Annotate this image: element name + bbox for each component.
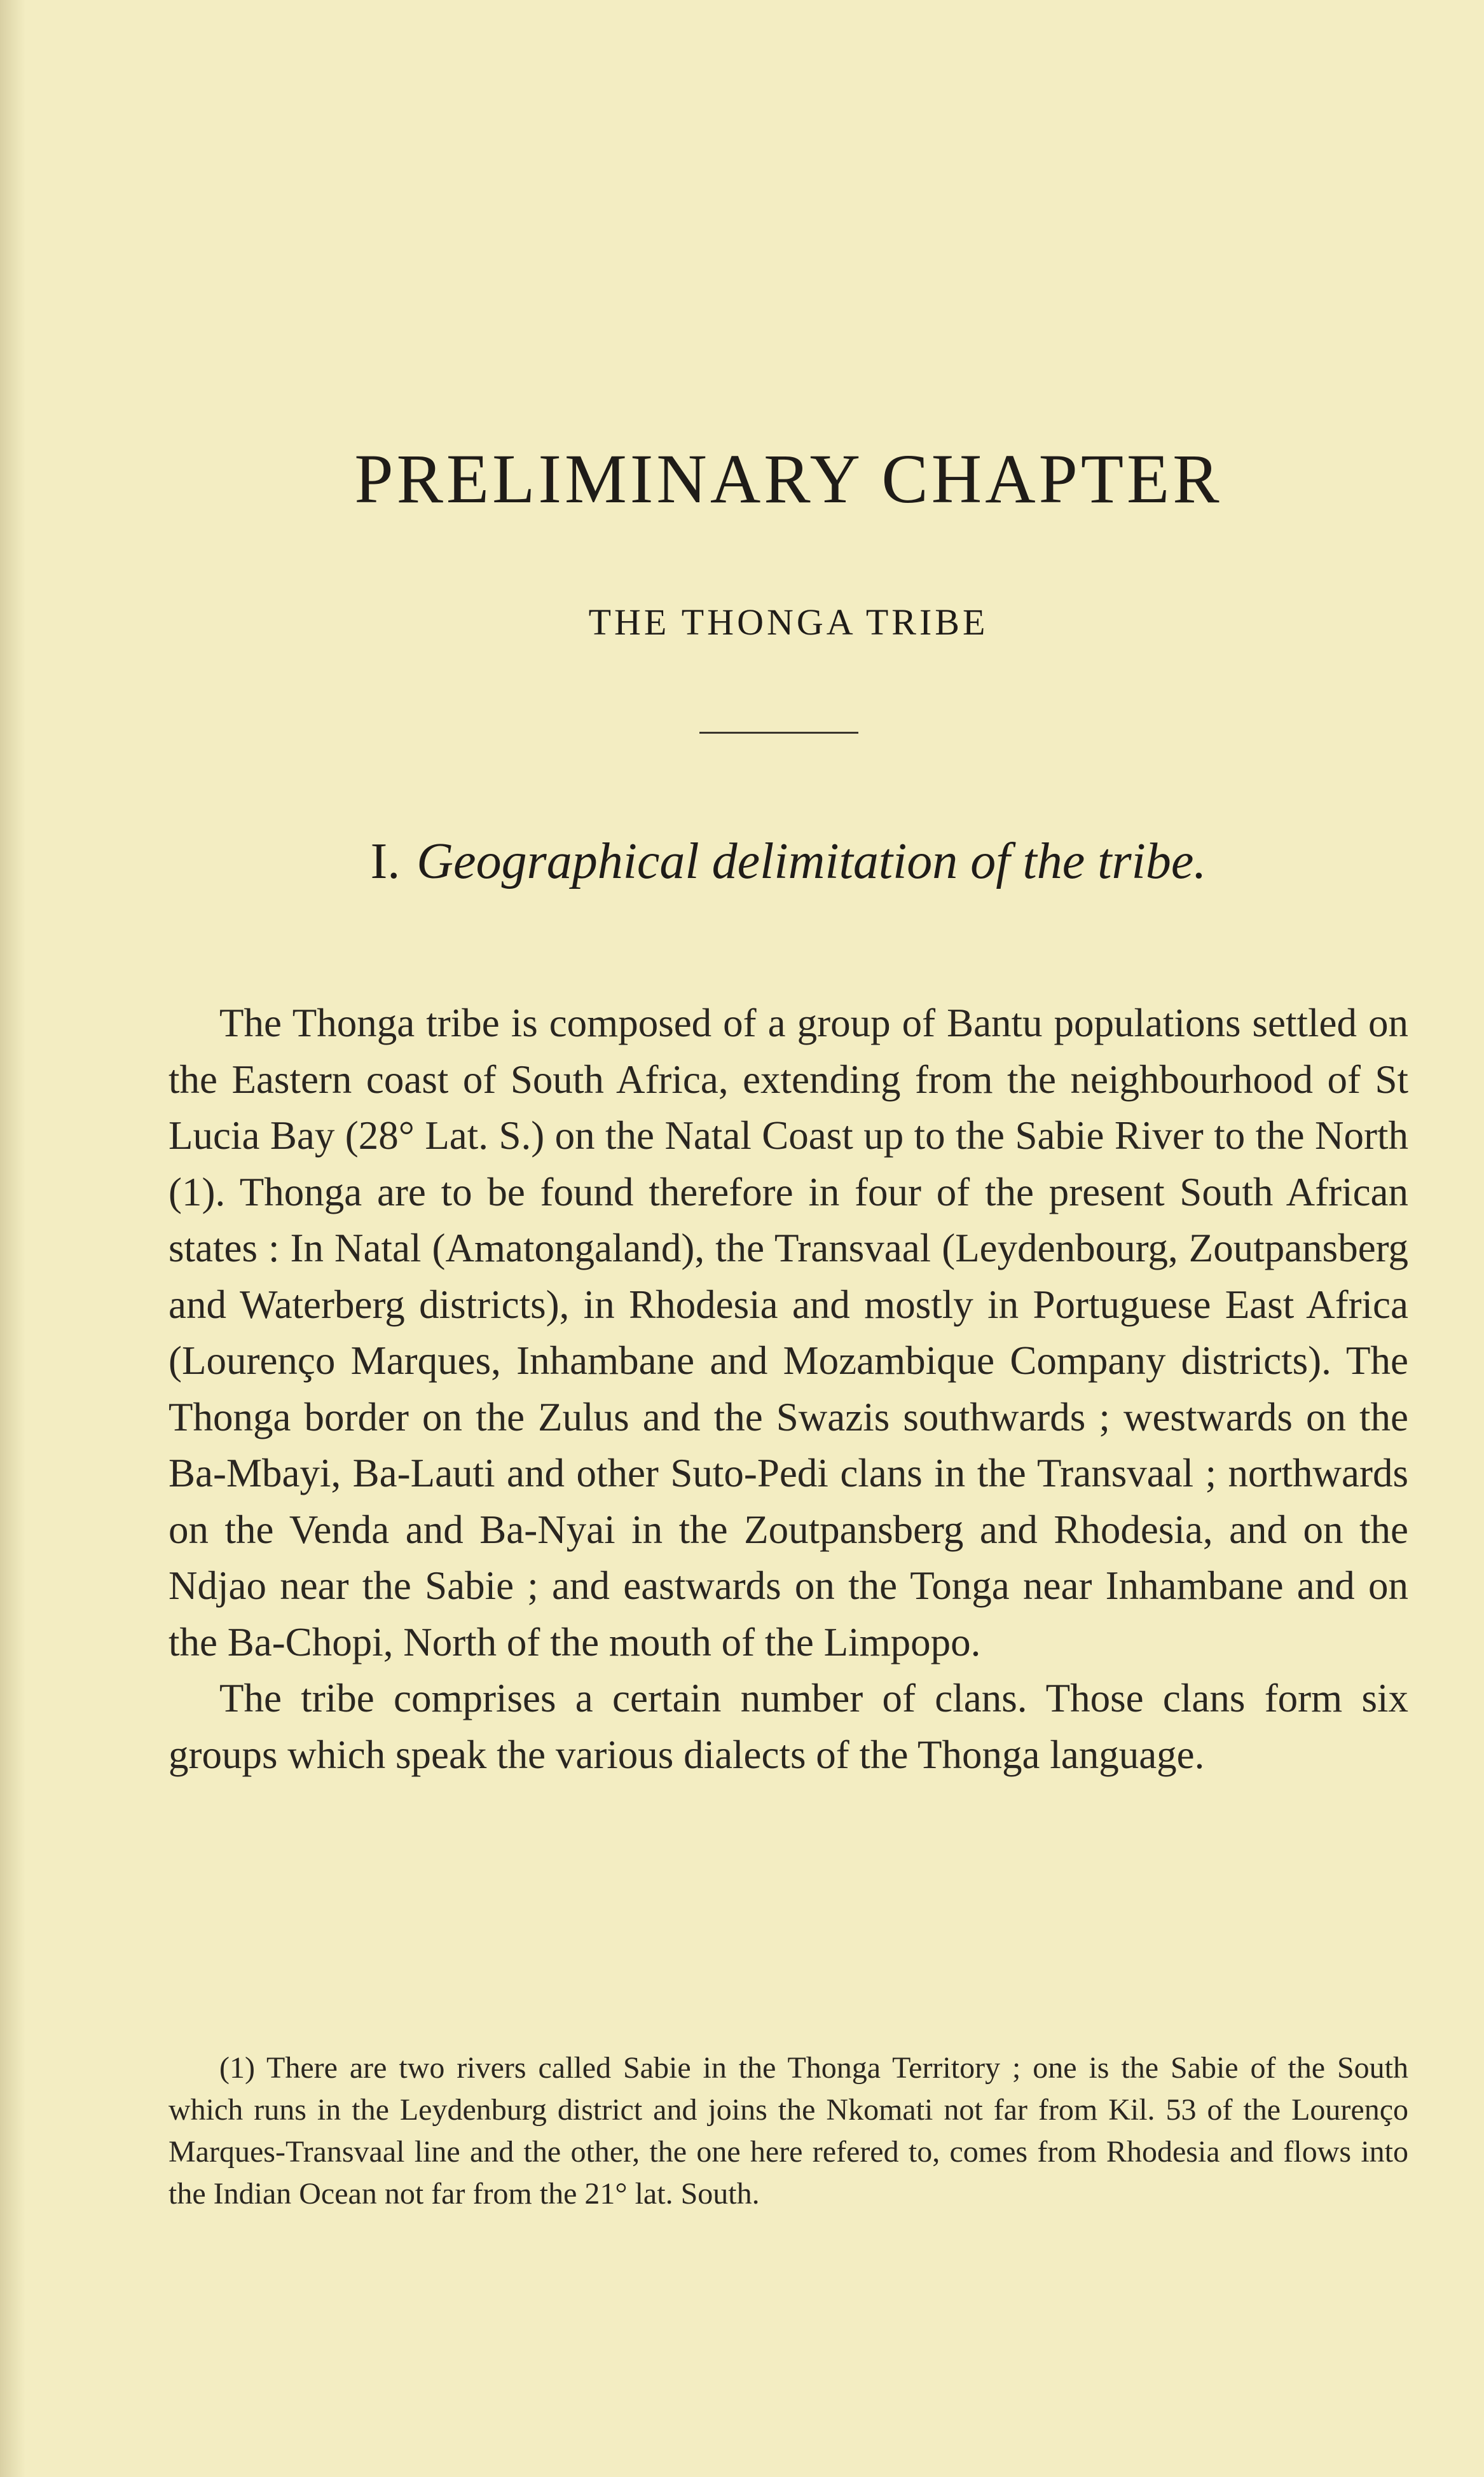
body-text [168,995,1408,1783]
section-number: I. [370,834,401,889]
section-divider [699,732,858,734]
section-heading [168,833,1408,891]
chapter-title: PRELIMINARY CHAPTER [354,440,1223,518]
chapter-subtitle: THE THONGA TRIBE [588,601,989,643]
book-page [168,0,1408,2477]
paragraph: The Thonga tribe is composed of a group of Bantu populations settled on the Eastern coast of South Africa, extending from the neighbourhood of St Lucia Bay (28° Lat. S.) on the Natal Coast up to the Sabie River to the North (1). Thonga are to be found therefore in four of the present South African states : In Natal (Amatongaland), the Transvaal (Leydenbourg, Zoutpansberg and Waterberg districts), in Rhodesia and mostly in Portuguese East Africa (Lourenço Marques, Inhambane and Mozambique Company districts). The Thonga border on the Zulus and the Swazis southwards ; westwards on the Ba-Mbayi, Ba-Lauti and other Suto-Pedi clans in the Transvaal ; northwards on the Venda and Ba-Nyai in the Zoutpansberg and Rhodesia, and on the Ndjao near the Sabie ; and eastwards on the Tonga near Inhambane and on the Ba-Chopi, North of the mouth of the Limpopo. [168,1001,1408,1664]
footnote [168,2047,1408,2215]
page-gutter [0,0,25,2477]
footnote-text: (1) There are two rivers called Sabie in the Thonga Territory ; one is the Sabie of the South which runs in the Leydenburg district and joins the Nkomati not far from Kil. 53 of the Lourenço Marques-Transvaal line and the other, the one here refered to, comes from Rhodesia and flows into the Indian Ocean not far from the 21° lat. South. [168,2051,1408,2211]
paragraph: The tribe comprises a certain number of clans. Those clans form six groups which speak the various dialects of the Thonga language. [168,1676,1408,1777]
section-title: Geographical delimitation of the tribe. [416,834,1207,889]
